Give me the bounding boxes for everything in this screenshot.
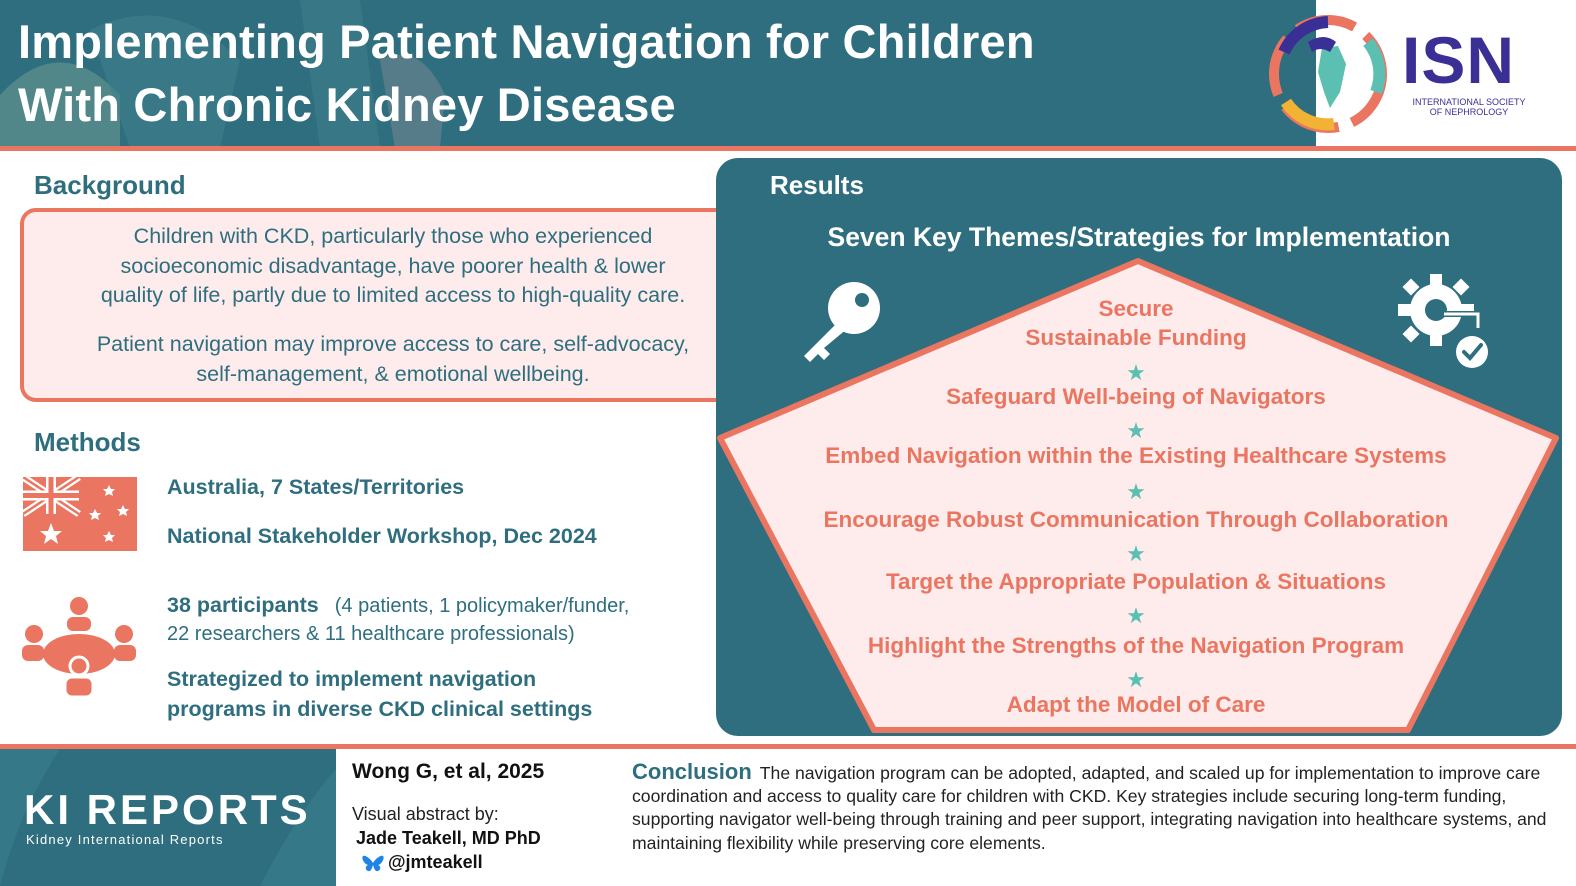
theme-3: Embed Navigation within the Existing Healthcare Systems (825, 443, 1447, 468)
participants-count: 38 participants (167, 593, 319, 617)
journal-subtitle: Kidney International Reports (26, 832, 224, 847)
conclusion-block (632, 760, 1562, 855)
isn-logo-icon (1264, 12, 1394, 136)
header-divider (0, 146, 1576, 151)
methods-strategy-line-1: Strategized to implement navigation (167, 667, 537, 691)
participants-detail-2: 22 researchers & 11 healthcare professionals) (167, 623, 575, 645)
conclusion-text: The navigation program can be adopted, adapted, and scaled up for implementation to improve care coordination and access to quality care for children with CKD. Key strategies include securing long-term funding, supporting navigator well-being through training and peer support, integrating navigation into healthcare systems, and maintaining flexibility while preserving core elements. (632, 763, 1547, 853)
theme-5: Target the Appropriate Population & Situations (885, 569, 1386, 594)
background-p2-line: self-management, & emotional wellbeing. (196, 361, 590, 386)
theme-separator-star: ★ (1126, 360, 1146, 385)
methods-participants (167, 593, 629, 618)
theme-separator-star: ★ (1126, 541, 1146, 566)
theme-1-line-2: Sustainable Funding (1025, 325, 1247, 350)
theme-7: Adapt the Model of Care (1006, 692, 1266, 717)
background-box (20, 208, 760, 402)
australia-flag-icon (23, 477, 137, 551)
key-icon (796, 278, 886, 366)
results-heading: Results (770, 170, 864, 200)
title-line-1: Implementing Patient Navigation for Children (18, 15, 1035, 68)
methods-heading: Methods (34, 427, 141, 457)
background-paragraph-1 (48, 222, 738, 311)
methods-strategy-line-2: programs in diverse CKD clinical settings (167, 697, 593, 721)
background-p2-line: Patient navigation may improve access to care, self-advocacy, (96, 332, 690, 356)
background-heading: Background (34, 170, 186, 200)
citation: Wong G, et al, 2025 (352, 760, 545, 783)
theme-separator-star: ★ (1126, 603, 1146, 628)
isn-subtitle-line-1: INTERNATIONAL SOCIETY (1412, 97, 1526, 107)
meeting-people-icon (22, 596, 136, 700)
theme-separator-star: ★ (1126, 479, 1146, 504)
gear-check-icon (1394, 272, 1494, 372)
conclusion-heading: Conclusion (632, 759, 752, 784)
background-p1-line: socioeconomic disadvantage, have poorer health & lower (120, 253, 666, 278)
bluesky-butterfly-icon (362, 855, 384, 873)
author-handle[interactable]: @jmteakell (388, 852, 483, 872)
theme-separator-star: ★ (1126, 667, 1146, 692)
results-subheading: Seven Key Themes/Strategies for Implementation (827, 222, 1451, 252)
theme-separator-star: ★ (1126, 418, 1146, 443)
participants-detail-1: (4 patients, 1 policymaker/funder, (334, 595, 630, 617)
theme-2: Safeguard Well-being of Navigators (946, 384, 1326, 409)
isn-logo-subtitle (1402, 97, 1536, 117)
author-name: Jade Teakell, MD PhD (356, 828, 541, 848)
methods-workshop: National Stakeholder Workshop, Dec 2024 (167, 524, 597, 548)
methods-location: Australia, 7 States/Territories (167, 475, 465, 499)
theme-1-line-1: Secure (1098, 296, 1174, 321)
title-line-2: With Chronic Kidney Disease (18, 78, 676, 131)
theme-6: Highlight the Strengths of the Navigation Program (867, 633, 1405, 658)
isn-logo-text: ISN (1402, 23, 1516, 97)
isn-subtitle-line-2: OF NEPHROLOGY (1429, 107, 1509, 117)
theme-4: Encourage Robust Communication Through Collaboration (823, 507, 1449, 532)
journal-title: KI REPORTS (24, 786, 311, 833)
background-paragraph-2 (48, 330, 738, 389)
visual-abstract-label: Visual abstract by: (352, 804, 499, 824)
background-p1-line: Children with CKD, particularly those who experienced (133, 224, 653, 248)
background-p1-line: quality of life, partly due to limited access to high-quality care. (100, 283, 686, 307)
